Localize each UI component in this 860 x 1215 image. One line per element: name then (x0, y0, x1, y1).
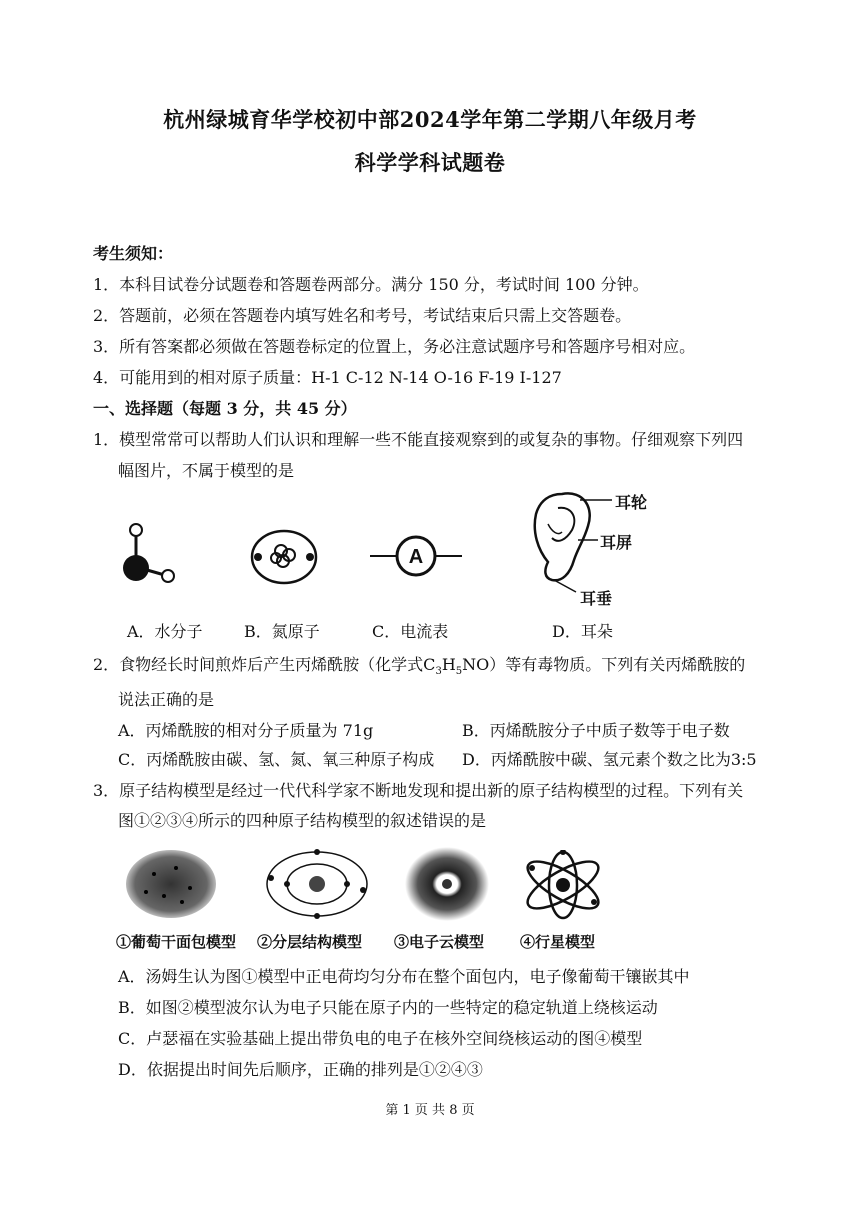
notice-item-1: 1．本科目试卷分试题卷和答题卷两部分。满分 150 分，考试时间 100 分钟。 (93, 275, 649, 294)
q1-option-a: A．水分子 (127, 622, 203, 641)
ear-label-lobe: 耳垂 (580, 589, 613, 608)
q2-option-a: A．丙烯酰胺的相对分子质量为 71g (118, 721, 374, 740)
q2-stem-line1: 2．食物经长时间煎炸后产生丙烯酰胺（化学式$C_3H_5NO$）等有毒物质。下列有关丙烯酰胺的 (93, 655, 746, 678)
planetary-model-figure (520, 850, 606, 920)
q1-stem-line2: 幅图片，不属于模型的是 (118, 461, 295, 480)
q3-option-d: D．依据提出时间先后顺序，正确的排列是①②④③ (118, 1060, 483, 1079)
q3-caption-1: ①葡萄干面包模型 (116, 933, 237, 951)
ammeter-symbol-figure (370, 532, 462, 580)
q3-option-b: B．如图②模型波尔认为电子只能在原子内的一些特定的稳定轨道上绕核运动 (118, 998, 658, 1017)
q1-option-b: B．氮原子 (244, 622, 320, 641)
q1-option-d: D．耳朵 (552, 622, 613, 641)
q3-option-c: C．卢瑟福在实验基础上提出带负电的电子在核外空间绕核运动的图④模型 (118, 1029, 643, 1048)
ear-label-helix: 耳轮 (615, 493, 648, 512)
section1-heading: 一、选择题（每题 3 分，共 45 分） (93, 399, 357, 418)
ear-label-tragus: 耳屏 (600, 533, 633, 552)
ammeter-label: A (408, 546, 424, 568)
electron-cloud-model-figure (404, 846, 490, 922)
q3-stem-line1: 3．原子结构模型是经过一代代科学家不断地发现和提出新的原子结构模型的过程。下列有关 (93, 781, 744, 800)
q3-caption-2: ②分层结构模型 (257, 933, 363, 951)
q3-option-a: A．汤姆生认为图①模型中正电荷均匀分布在整个面包内，电子像葡萄干镶嵌其中 (118, 967, 690, 986)
exam-title-line2: 科学学科试题卷 (354, 150, 506, 175)
shell-model-figure (265, 848, 369, 920)
notice-item-4: 4．可能用到的相对原子质量：H-1 C-12 N-14 O-16 F-19 I-127 (93, 368, 562, 387)
q2-option-b: B．丙烯酰胺分子中质子数等于电子数 (462, 721, 730, 740)
q2-option-d: D．丙烯酰胺中碳、氢元素个数之比为3:5 (462, 750, 757, 769)
q3-caption-4: ④行星模型 (520, 933, 596, 951)
water-molecule-model-figure (112, 520, 182, 590)
notice-item-3: 3．所有答案都必须做在答题卷标定的位置上，务必注意试题序号和答题序号相对应。 (93, 337, 696, 356)
q3-caption-3: ③电子云模型 (394, 933, 485, 951)
q2-stem-line2: 说法正确的是 (118, 690, 215, 709)
exam-title-line1: 杭州绿城育华学校初中部2024学年第二学期八年级月考 (163, 107, 697, 132)
q2-option-c: C．丙烯酰胺由碳、氢、氮、氧三种原子构成 (118, 750, 435, 769)
q3-stem-line2: 图①②③④所示的四种原子结构模型的叙述错误的是 (118, 811, 487, 830)
plum-pudding-model-figure (124, 848, 218, 920)
notice-heading: 考生须知： (93, 244, 174, 263)
notice-item-2: 2．答题前，必须在答题卷内填写姓名和考号，考试结束后只需上交答题卷。 (93, 306, 632, 325)
nitrogen-atom-model-figure (248, 528, 320, 586)
q1-stem-line1: 1．模型常常可以帮助人们认识和理解一些不能直接观察到的或复杂的事物。仔细观察下列四 (93, 430, 744, 449)
q1-option-c: C．电流表 (372, 622, 449, 641)
page-number: 第 1 页 共 8 页 (385, 1103, 475, 1118)
